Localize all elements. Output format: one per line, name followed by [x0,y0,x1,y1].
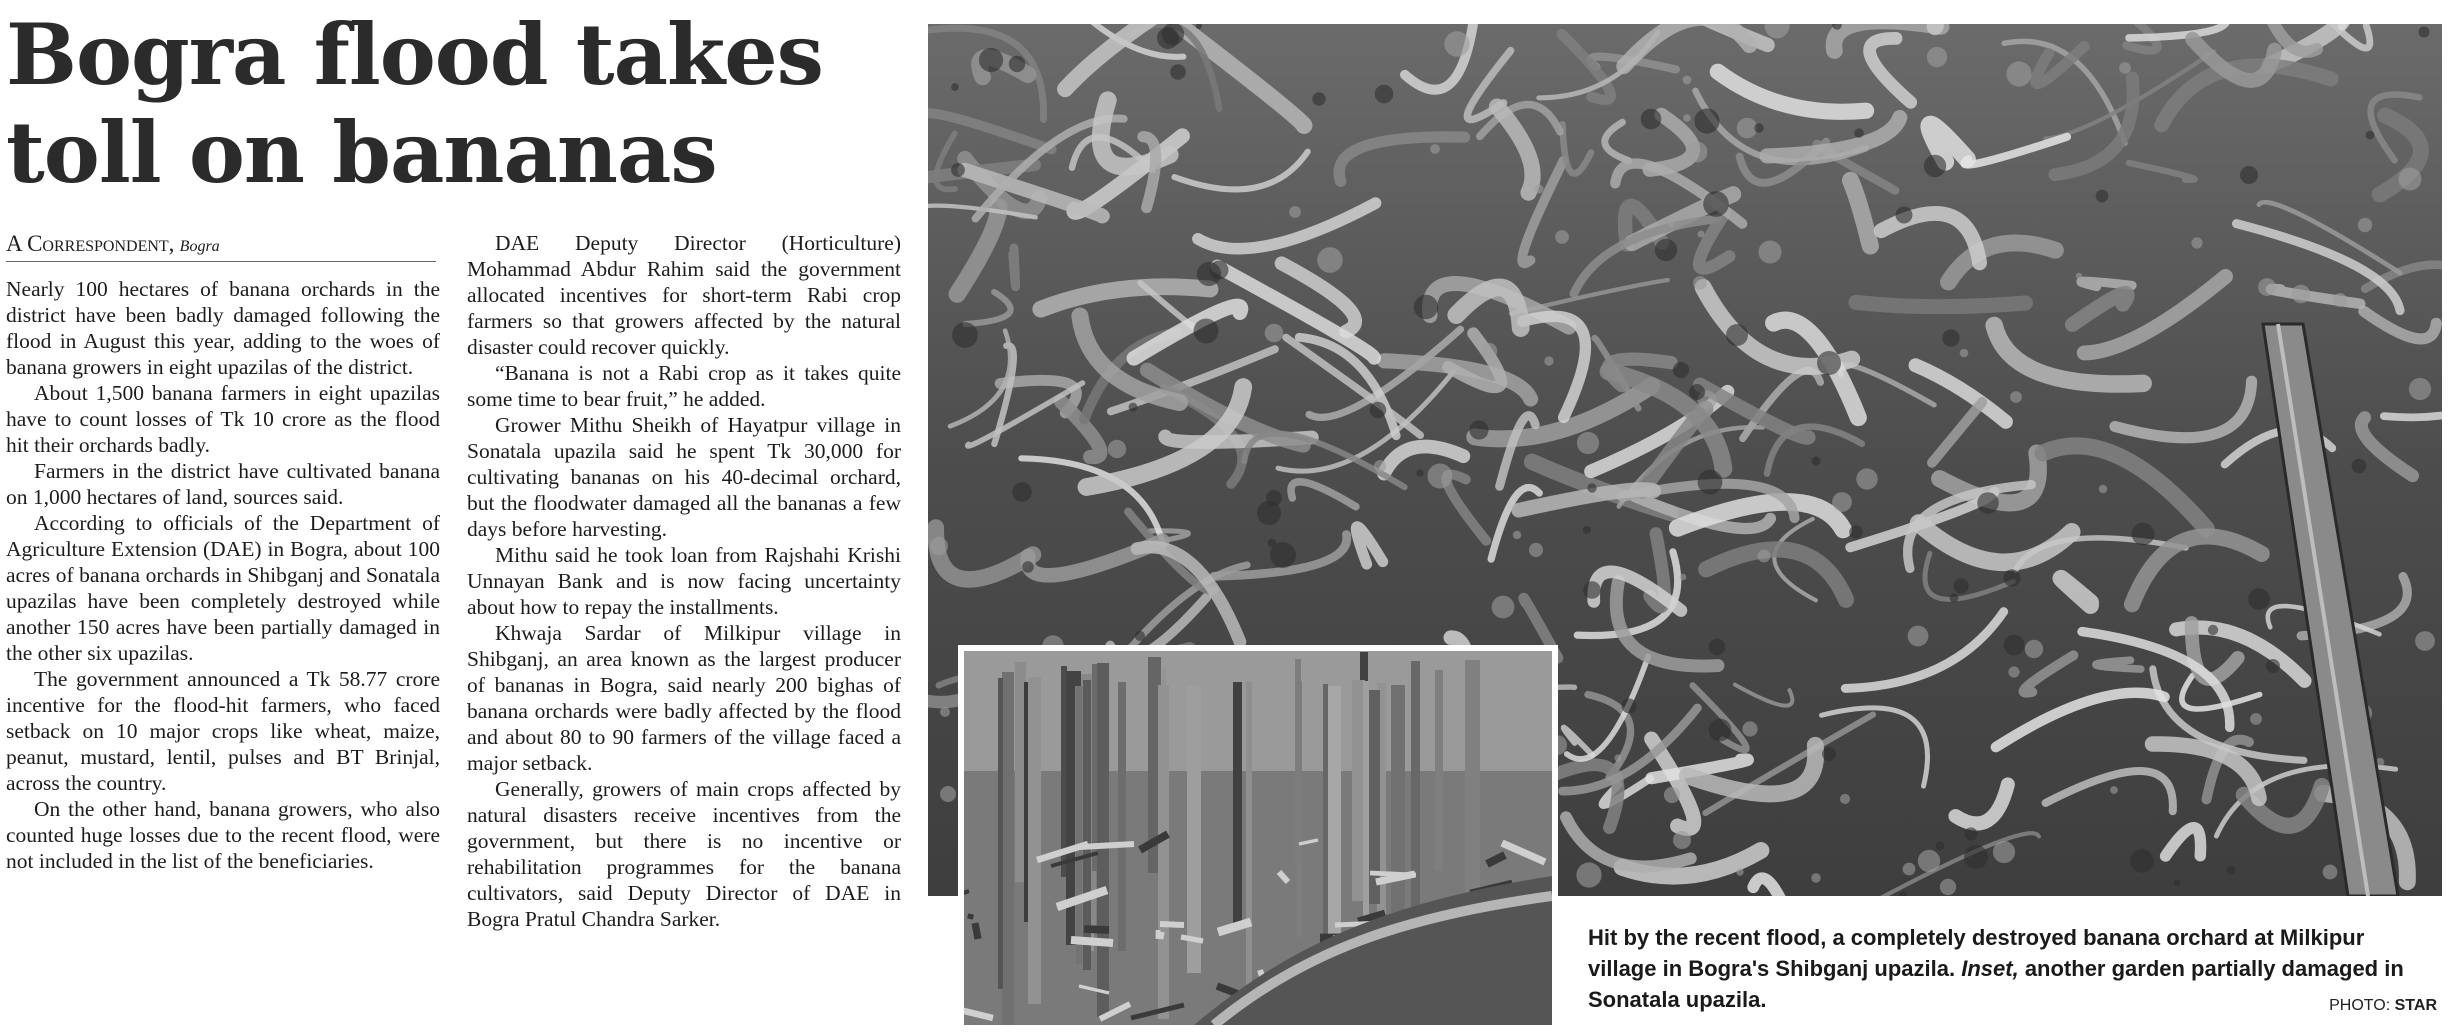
caption-inset-label: Inset, [1961,956,2019,981]
paragraph: Grower Mithu Sheikh of Hayatpur village in Sonatala upazila said he spent Tk 30,000 for cultivating bananas on his 40-decimal orchard, but the floodwater damaged all the bananas a few days before harvesting. [467,413,901,541]
credit-label: PHOTO: [2329,997,2391,1014]
byline-name: A Correspondent, [6,231,175,256]
paragraph: Mithu said he took loan from Rajshahi Krishi Unnayan Bank and is now facing uncertainty about how to repay the installments. [467,543,901,619]
caption-text-2: another garden partially damaged in Sonatala upazila. [1588,956,2404,1012]
article-column-2 [467,230,901,932]
paragraph: The government announced a Tk 58.77 crore incentive for the flood-hit farmers, who faced setback on 10 major crops like wheat, maize, peanut, mustard, lentil, pulses and BT Brinjal, across the country. [6,667,440,795]
photo-caption [1588,922,2438,1015]
paragraph: On the other hand, banana growers, who also counted huge losses due to the recent flood, were not included in the list of the beneficiaries. [6,797,440,873]
paragraph: “Banana is not a Rabi crop as it takes quite some time to bear fruit,” he added. [467,361,901,411]
paragraph: DAE Deputy Director (Horticulture) Mohammad Abdur Rahim said the government allocated incentives for short-term Rabi crop farmers so that growers affected by the natural disaster could recover quickly. [467,231,901,359]
byline [6,231,436,262]
credit-source: STAR [2394,997,2437,1014]
paragraph: Nearly 100 hectares of banana orchards in the district have been badly damaged following the flood in August this year, adding to the woes of banana growers in eight upazilas of the district. [6,277,440,379]
caption-text: Hit by the recent flood, a completely destroyed banana orchard at Milkipur village in Bogra's Shibganj upazila. [1588,925,2365,981]
paragraph: According to officials of the Department of Agriculture Extension (DAE) in Bogra, about 100 acres of banana orchards in Shibganj and Sonatala upazilas have been completely destroyed while another 150 acres have been partially damaged in the other six upazilas. [6,511,440,665]
paragraph: About 1,500 banana farmers in eight upazilas have to count losses of Tk 10 crore as the flood hit their orchards badly. [6,381,440,457]
inset-photo-partially-damaged-garden [958,645,1558,1031]
paragraph: Khwaja Sardar of Milkipur village in Shibganj, an area known as the largest producer of bananas in Bogra, said nearly 200 bighas of banana orchards were badly affected by the flood and about 80 to 90 farmers of the village faced a major setback. [467,621,901,775]
photo-credit [2329,997,2437,1015]
article-column-1 [6,276,440,874]
headline: Bogra flood takes toll on bananas [6,5,823,202]
paragraph: Generally, growers of main crops affected by natural disasters receive incentives from the government, but there is no incentive or rehabilitation programmes for the banana cultivators, said Deputy Director of DAE in Bogra Pratul Chandra Sarker. [467,777,901,931]
paragraph: Farmers in the district have cultivated banana on 1,000 hectares of land, sources said. [6,459,440,509]
byline-place: Bogra [179,238,220,255]
inset-photo-image [964,651,1552,1025]
